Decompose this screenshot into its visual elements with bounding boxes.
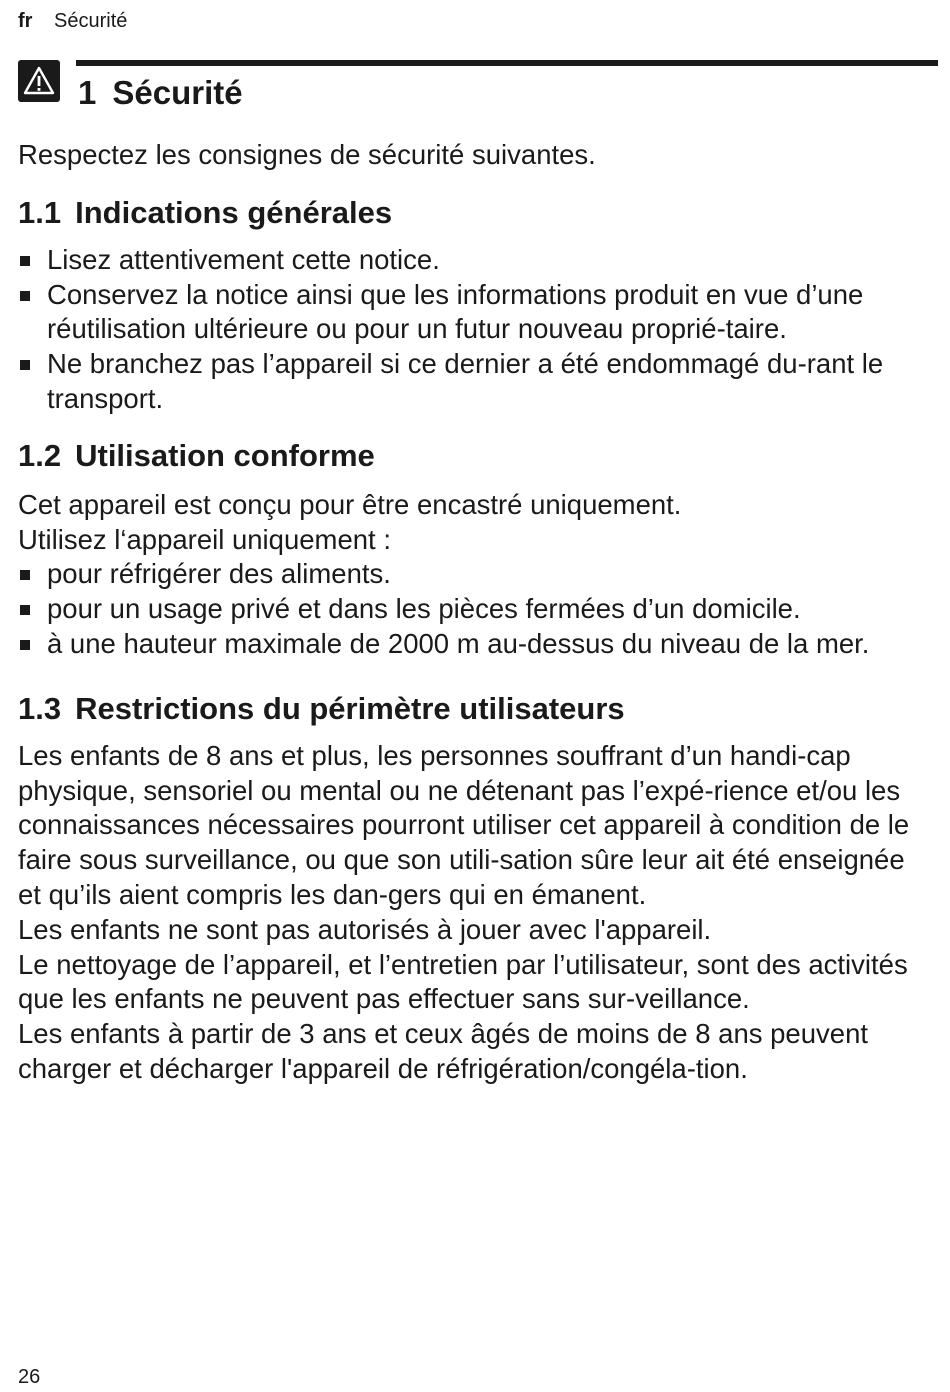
language-code: fr [18,10,33,32]
page-number: 26 [18,1366,41,1388]
warning-triangle-icon [18,60,60,102]
section-number: 1.2 [18,437,62,473]
paragraph: Cet appareil est conçu pour être encastré uniquement. [18,488,682,520]
title-rule [76,60,938,66]
list-item: Conservez la notice ainsi que les informations produit en vue d’une réutilisation ultérieure ou pour un futur nouveau proprié-taire. [18,278,930,348]
paragraph: Les enfants de 8 ans et plus, les personnes souffrant d’un handi-cap physique, sensoriel ou mental ou ne détenant pas l’expé-rience et/ou les connaissances nécessaires pourront utiliser cet appareil à condition de le faire sous surveillance, ou que son utili-sation sûre leur ait été enseignée et qu’ils aient compris les dan-gers qui en émanent. [18,739,910,910]
intended-use-list [18,557,930,661]
list-item: à une hauteur maximale de 2000 m au-dessus du niveau de la mer. [18,627,930,662]
list-item: pour réfrigérer des aliments. [18,557,930,592]
section-heading-1-2 [18,436,930,476]
list-item: Lisez attentivement cette notice. [18,243,930,278]
paragraph: Les enfants ne sont pas autorisés à jouer avec l'appareil. [18,913,712,945]
header-section-title: Sécurité [54,10,128,32]
running-header [18,10,127,33]
section-heading-1-1 [18,193,930,233]
section-heading-1-3 [18,689,930,729]
section-number: 1.1 [18,194,62,230]
paragraph: Le nettoyage de l’appareil, et l’entretien par l’utilisateur, sont des activités que les enfants ne peuvent pas effectuer sans sur-veillance. [18,948,908,1015]
page-content [18,138,930,1087]
section-title: Restrictions du périmètre utilisateurs [75,690,625,726]
section-title: Indications générales [75,194,393,230]
chapter-title [78,74,243,112]
general-indications-list [18,243,930,417]
intro-text: Respectez les consignes de sécurité suivantes. [18,139,596,170]
paragraph: Les enfants à partir de 3 ans et ceux âgés de moins de 8 ans peuvent charger et décharger l'appareil de réfrigération/congéla-tion. [18,1018,869,1084]
list-item: pour un usage privé et dans les pièces fermées d’un domicile. [18,592,930,627]
section-number: 1.3 [18,690,62,726]
list-item: Ne branchez pas l’appareil si ce dernier a été endommagé du-rant le transport. [18,347,930,417]
chapter-title-text: Sécurité [112,74,243,111]
paragraph: Utilisez l‘appareil uniquement : [18,523,391,555]
chapter-number: 1 [78,74,97,111]
section-title: Utilisation conforme [75,437,375,473]
